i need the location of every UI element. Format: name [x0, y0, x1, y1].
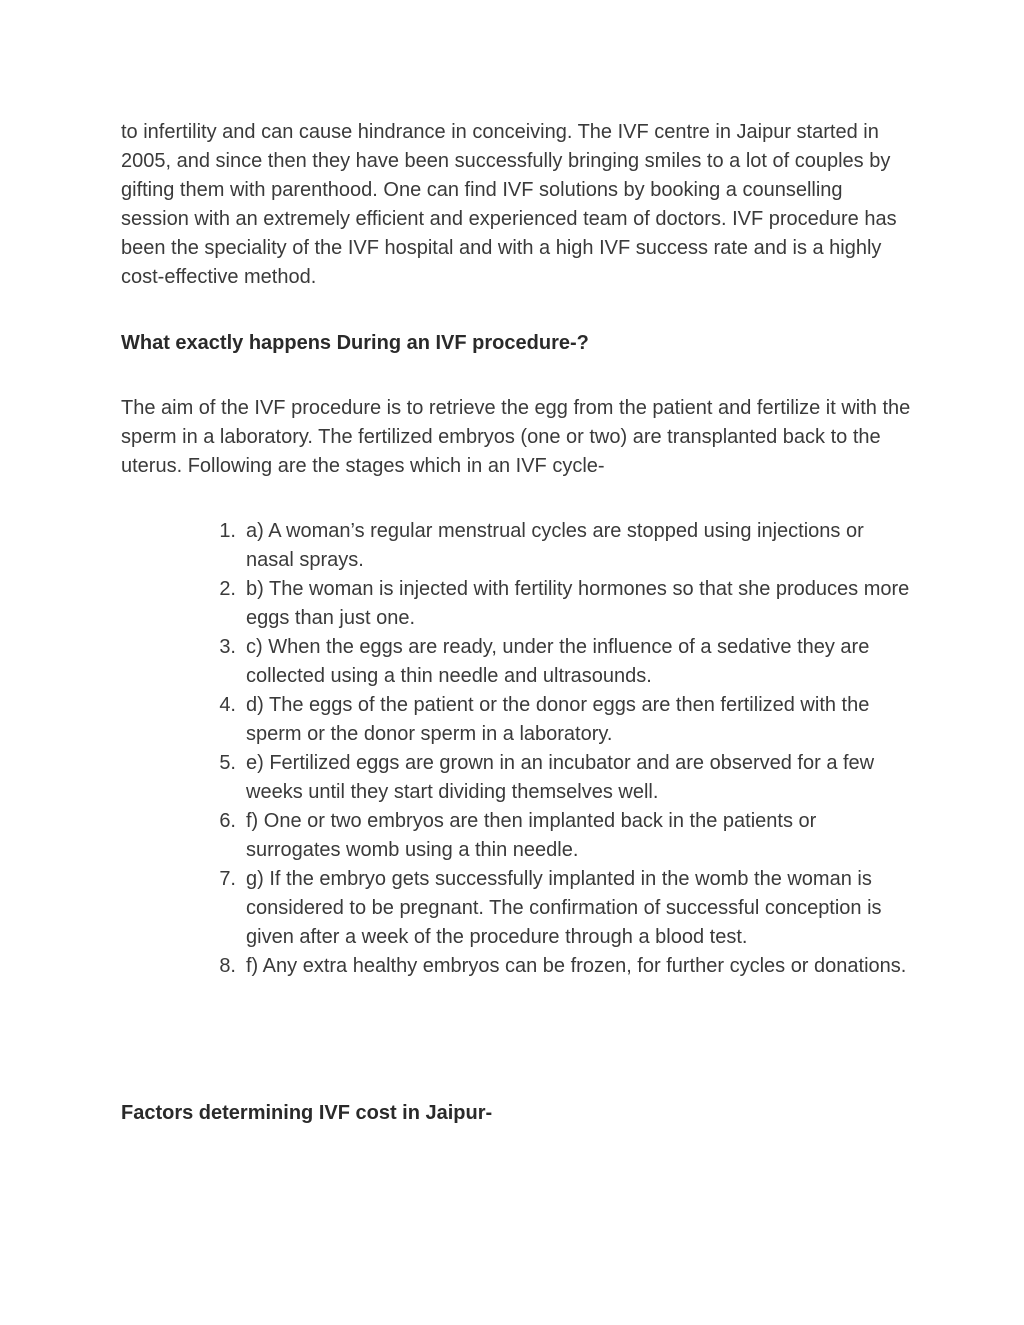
section-heading-ivf-procedure: What exactly happens During an IVF procedure-? — [121, 332, 589, 354]
list-item — [210, 575, 910, 633]
list-item — [210, 807, 910, 865]
list-item — [210, 865, 910, 952]
list-item-number: 1. — [219, 520, 236, 542]
list-item-text: e) Fertilized eggs are grown in an incubator and are observed for a few weeks until they start dividing themselves well. — [246, 752, 875, 803]
list-item-number: 6. — [219, 810, 236, 832]
list-item — [210, 517, 910, 575]
ivf-stages-list — [210, 517, 910, 981]
section-heading-ivf-cost-factors: Factors determining IVF cost in Jaipur- — [121, 1102, 493, 1124]
list-item-text: g) If the embryo gets successfully implanted in the womb the woman is considered to be pregnant. The confirmation of successful conception is given after a week of the procedure through a blood test. — [246, 868, 882, 948]
list-item-number: 2. — [219, 578, 236, 600]
list-item-text: a) A woman’s regular menstrual cycles are stopped using injections or nasal sprays. — [246, 520, 864, 571]
list-item-number: 8. — [219, 955, 236, 977]
list-item-text: d) The eggs of the patient or the donor eggs are then fertilized with the sperm or the donor sperm in a laboratory. — [246, 694, 870, 745]
list-item-number: 3. — [219, 636, 236, 658]
list-item — [210, 952, 910, 981]
list-item-text: b) The woman is injected with fertility hormones so that she produces more eggs than just one. — [246, 578, 910, 629]
list-item-text: f) Any extra healthy embryos can be frozen, for further cycles or donations. — [246, 955, 907, 977]
list-item-number: 5. — [219, 752, 236, 774]
intro-paragraph: to infertility and can cause hindrance in conceiving. The IVF centre in Jaipur started in 2005, and since then they have been successfully bringing smiles to a lot of couples by gifting them with parenthood. One can find IVF solutions by booking a counselling session with an extremely efficient and experienced team of doctors. IVF procedure has been the speciality of the IVF hospital and with a high IVF success rate and is a highly cost-effective method. — [121, 121, 897, 288]
list-item — [210, 691, 910, 749]
list-item-number: 4. — [219, 694, 236, 716]
list-item — [210, 633, 910, 691]
list-item-number: 7. — [219, 868, 236, 890]
list-item — [210, 749, 910, 807]
list-item-text: c) When the eggs are ready, under the influence of a sedative they are collected using a thin needle and ultrasounds. — [246, 636, 870, 687]
aim-paragraph: The aim of the IVF procedure is to retrieve the egg from the patient and fertilize it with the sperm in a laboratory. The fertilized embryos (one or two) are transplanted back to the uterus. Following are the stages which in an IVF cycle- — [121, 397, 911, 477]
list-item-text: f) One or two embryos are then implanted back in the patients or surrogates womb using a thin needle. — [246, 810, 817, 861]
